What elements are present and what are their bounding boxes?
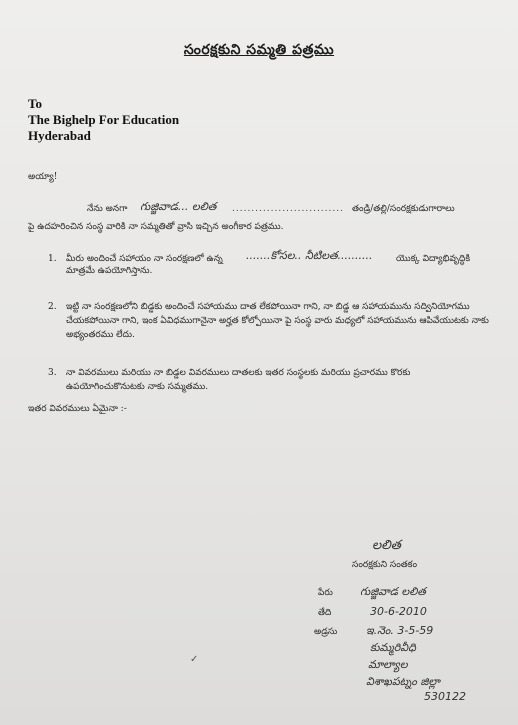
item-1-post: యొక్క విద్యాభివృద్ధికి	[396, 254, 471, 264]
address-to: To	[28, 96, 42, 111]
tick-mark-icon: ✓	[190, 654, 199, 665]
item-3-text: నా వివరములు మరియు నా బిడ్డల వివరములు దాతలకు ఇతర సంస్థలకు మరియు ప్రచారము కొరకు ఉపయోగించుకొనుటకు నాకు సమ్మతము.	[66, 368, 411, 392]
signature-label: సంరక్షకుని సంతకం	[352, 560, 418, 570]
intro-dots: .............................	[232, 204, 344, 214]
item-1-cont: మాత్రమే ఉపయోగిస్తాను.	[66, 266, 153, 276]
intro-line2: పై ఉదహరించిన సంస్థ వారికి నా సమ్మతితో వ్రాసి ఇచ్చిన అంగీకార పత్రము.	[28, 222, 284, 232]
detail-label-date: తేది	[318, 608, 332, 618]
item-1-pre: మీరు అందించే సహాయం నా సంరక్షణలో ఉన్న	[66, 254, 223, 264]
address-line: మాల్యాల	[368, 658, 408, 671]
address-line: 530122	[424, 690, 466, 703]
document-title: సంరక్షకుని సమ్మతి పత్రము	[183, 42, 335, 58]
detail-label-name: పేరు	[318, 588, 333, 598]
address-city: Hyderabad	[28, 128, 91, 143]
item-1-filled-handwritten: .......కోసల.. నీటిలత..........	[246, 249, 373, 262]
item-number-3: 3.	[48, 368, 57, 378]
detail-value-date: 30-6-2010	[370, 605, 427, 618]
intro-name-handwritten: గుజ్జివాడ... లలిత	[140, 200, 217, 213]
intro-role: తండ్రి/తల్లి/సంరక్షకుడుగారాలు	[352, 204, 455, 214]
detail-label-address: అడ్రసు	[314, 627, 338, 637]
address-line: కుమ్మరివీధి	[370, 641, 416, 654]
item-number-2: 2.	[48, 302, 57, 312]
signature-handwritten: లలిత	[372, 538, 401, 553]
address-org: The Bighelp For Education	[28, 112, 180, 127]
detail-value-name: గుజ్జివాడ లలిత	[360, 585, 426, 598]
item-number-1: 1.	[48, 254, 57, 264]
address-line: విశాఖపట్నం జిల్లా	[366, 675, 440, 688]
intro-lead: నేను అనగా	[87, 204, 128, 214]
salutation: అయ్యా!	[28, 172, 58, 182]
other-details-label: ఇతర వివరములు ఏమైనా :-	[28, 404, 127, 414]
item-2-text: ఇట్టి నా సంరక్షణలోని బిడ్డకు అందించే సహాయము దాత లేకపోయినా గాని, నా బిడ్డ ఆ సహాయమును సద్వినియోగము చేయకపోయినా గాని, ఇంక ఏవిధముగానైనా అర్హత కోల్పోయినా పై సంస్థ వారు మధ్యలో సహాయమును ఆపివేయుటకు నాకు అభ్యంతరము లేదు.	[66, 302, 489, 340]
detail-value-address: ఇ.నెం. 3-5-59	[366, 624, 434, 637]
